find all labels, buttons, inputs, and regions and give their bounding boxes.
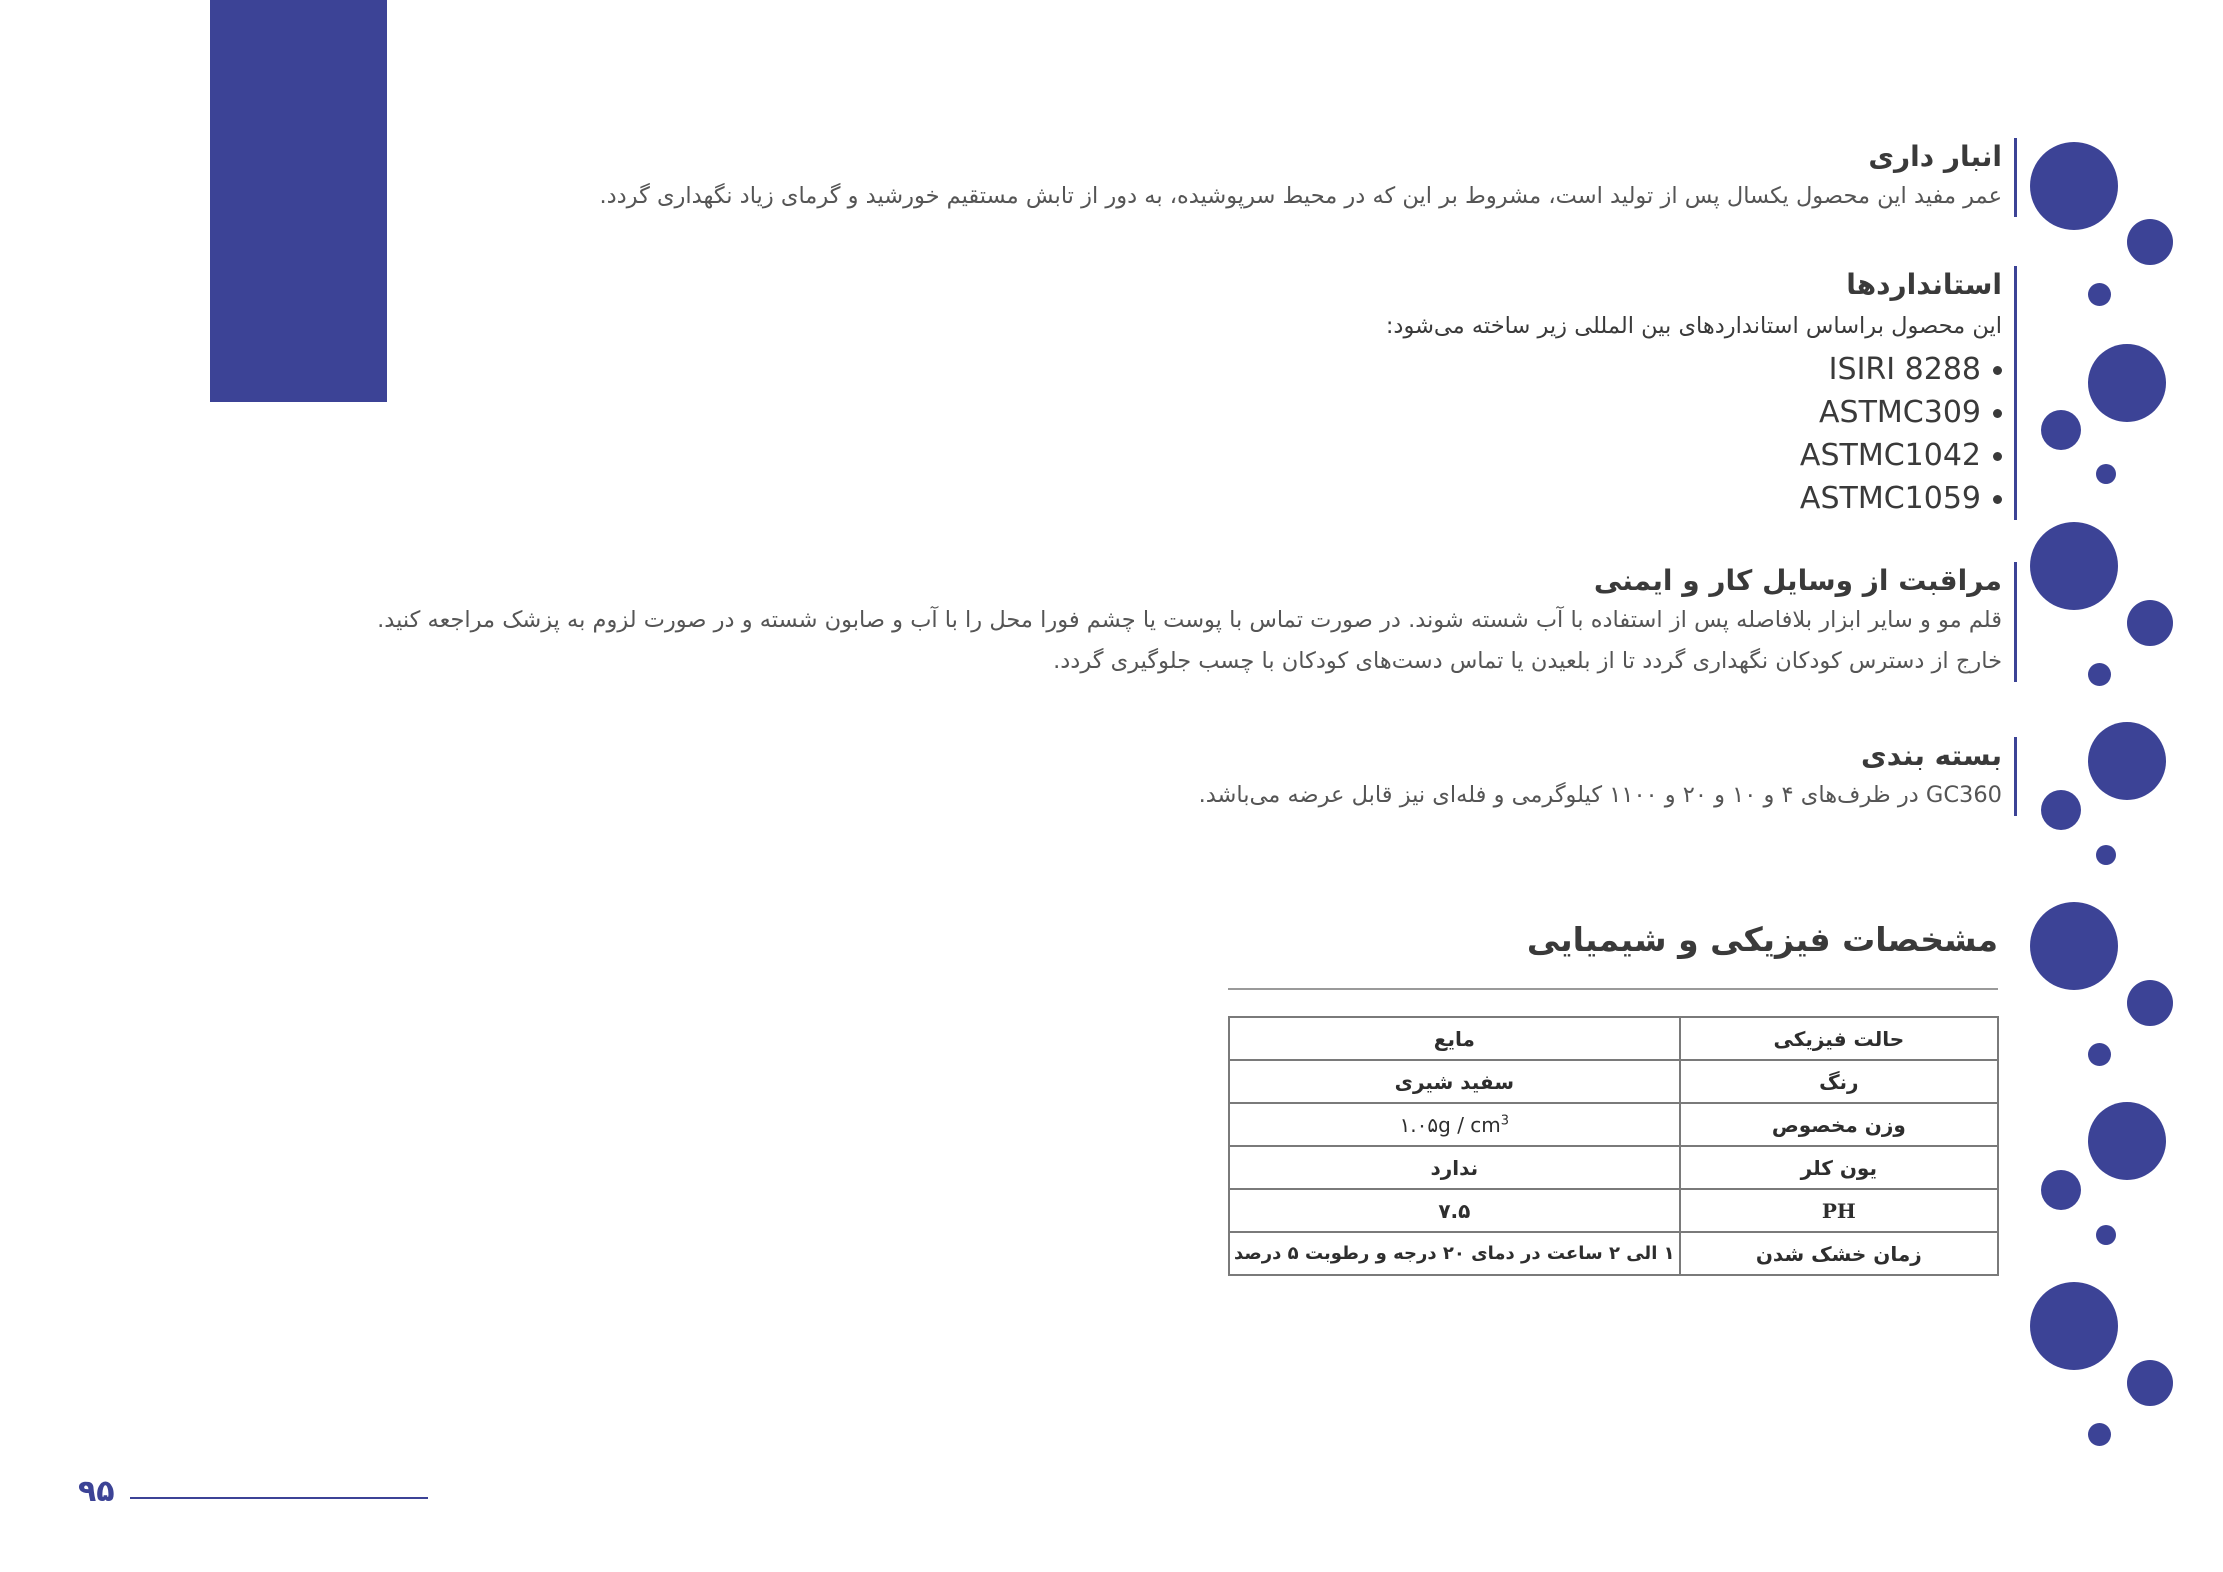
dot xyxy=(2088,663,2111,686)
standards-section xyxy=(1386,266,2017,520)
list-item xyxy=(1386,391,2002,434)
table-row xyxy=(1229,1103,1998,1146)
property-value: مایع xyxy=(1229,1017,1680,1060)
dot xyxy=(2127,980,2173,1026)
standards-title: استانداردها xyxy=(1846,268,2002,301)
bullet-icon xyxy=(1993,366,2002,375)
property-name: وزن مخصوص xyxy=(1680,1103,1998,1146)
safety-text-1: قلم مو و سایر ابزار بلافاصله پس از استفاده با آب شسته شوند. در صورت تماس با پوست یا چشم فورا محل را با آب و صابون شسته و در صورت لزوم به پزشک مراجعه کنید. xyxy=(377,607,2002,633)
dot xyxy=(2088,283,2111,306)
page-number: ۹۵ xyxy=(78,1474,115,1509)
table-row xyxy=(1229,1146,1998,1189)
footer-line xyxy=(130,1497,428,1499)
dot xyxy=(2127,219,2173,265)
properties-title: مشخصات فیزیکی و شیمیایی xyxy=(1526,920,1998,959)
property-value: ۷.۵ xyxy=(1229,1189,1680,1232)
decorative-block xyxy=(210,0,387,402)
dot xyxy=(2096,845,2116,865)
dot xyxy=(2088,1043,2111,1066)
bullet-icon xyxy=(1993,495,2002,504)
property-name: رنگ xyxy=(1680,1060,1998,1103)
dot xyxy=(2041,790,2081,830)
storage-section xyxy=(599,138,2017,217)
packaging-section xyxy=(1199,737,2017,816)
dot xyxy=(2096,464,2116,484)
storage-title: انبار داری xyxy=(1868,140,2002,173)
standard-code: ASTMC309 xyxy=(1819,395,1981,430)
storage-text: عمر مفید این محصول یکسال پس از تولید است، مشروط بر این که در محیط سرپوشیده، به دور از تابش مستقیم خورشید و گرمای زیاد نگهداری گردد. xyxy=(599,183,2002,209)
dot xyxy=(2030,1282,2118,1370)
dot xyxy=(2096,1225,2116,1245)
dot xyxy=(2088,722,2166,800)
dot xyxy=(2041,1170,2081,1210)
safety-section xyxy=(377,562,2017,682)
dot xyxy=(2041,410,2081,450)
packaging-title: بسته بندی xyxy=(1861,739,2002,772)
list-item xyxy=(1386,434,2002,477)
property-value: سفید شیری xyxy=(1229,1060,1680,1103)
packaging-text: GC360 در ظرف‌های ۴ و ۱۰ و ۲۰ و ۱۱۰۰ کیلوگرمی و فله‌ای نیز قابل عرضه می‌باشد. xyxy=(1198,782,2002,808)
property-name: حالت فیزیکی xyxy=(1680,1017,1998,1060)
list-item xyxy=(1386,477,2002,520)
standard-code: ISIRI 8288 xyxy=(1828,352,1981,387)
standards-list xyxy=(1386,348,2002,520)
list-item xyxy=(1386,348,2002,391)
dot xyxy=(2030,902,2118,990)
property-value xyxy=(1229,1103,1680,1146)
density-text: ۱.۰۵g / cm xyxy=(1399,1112,1501,1137)
property-name: PH xyxy=(1680,1189,1998,1232)
dot xyxy=(2030,522,2118,610)
table-row xyxy=(1229,1189,1998,1232)
standards-intro: این محصول براساس استانداردهای بین المللی زیر ساخته می‌شود: xyxy=(1385,313,2002,339)
dot xyxy=(2030,142,2118,230)
dot xyxy=(2088,1423,2111,1446)
bullet-icon xyxy=(1993,409,2002,418)
density-value xyxy=(1400,1113,1510,1137)
bullet-icon xyxy=(1993,452,2002,461)
standard-code: ASTMC1042 xyxy=(1799,438,1981,473)
property-name: یون کلر xyxy=(1680,1146,1998,1189)
table-row xyxy=(1229,1060,1998,1103)
table-row xyxy=(1229,1232,1998,1275)
dot xyxy=(2088,344,2166,422)
dot xyxy=(2127,600,2173,646)
properties-table xyxy=(1228,1016,1999,1276)
safety-title: مراقبت از وسایل کار و ایمنی xyxy=(1593,564,2002,597)
standard-code: ASTMC1059 xyxy=(1799,481,1981,516)
property-value: ۱ الی ۲ ساعت در دمای ۲۰ درجه و رطوبت ۵ درصد xyxy=(1229,1232,1680,1275)
density-exponent: 3 xyxy=(1500,1112,1510,1128)
dot xyxy=(2088,1102,2166,1180)
dot xyxy=(2127,1360,2173,1406)
property-value: ندارد xyxy=(1229,1146,1680,1189)
safety-text-2: خارج از دسترس کودکان نگهداری گردد تا از بلعیدن یا تماس دست‌های کودکان با چسب جلوگیری گردد. xyxy=(1053,648,2002,674)
title-divider xyxy=(1228,988,1998,990)
property-name: زمان خشک شدن xyxy=(1680,1232,1998,1275)
table-row xyxy=(1229,1017,1998,1060)
